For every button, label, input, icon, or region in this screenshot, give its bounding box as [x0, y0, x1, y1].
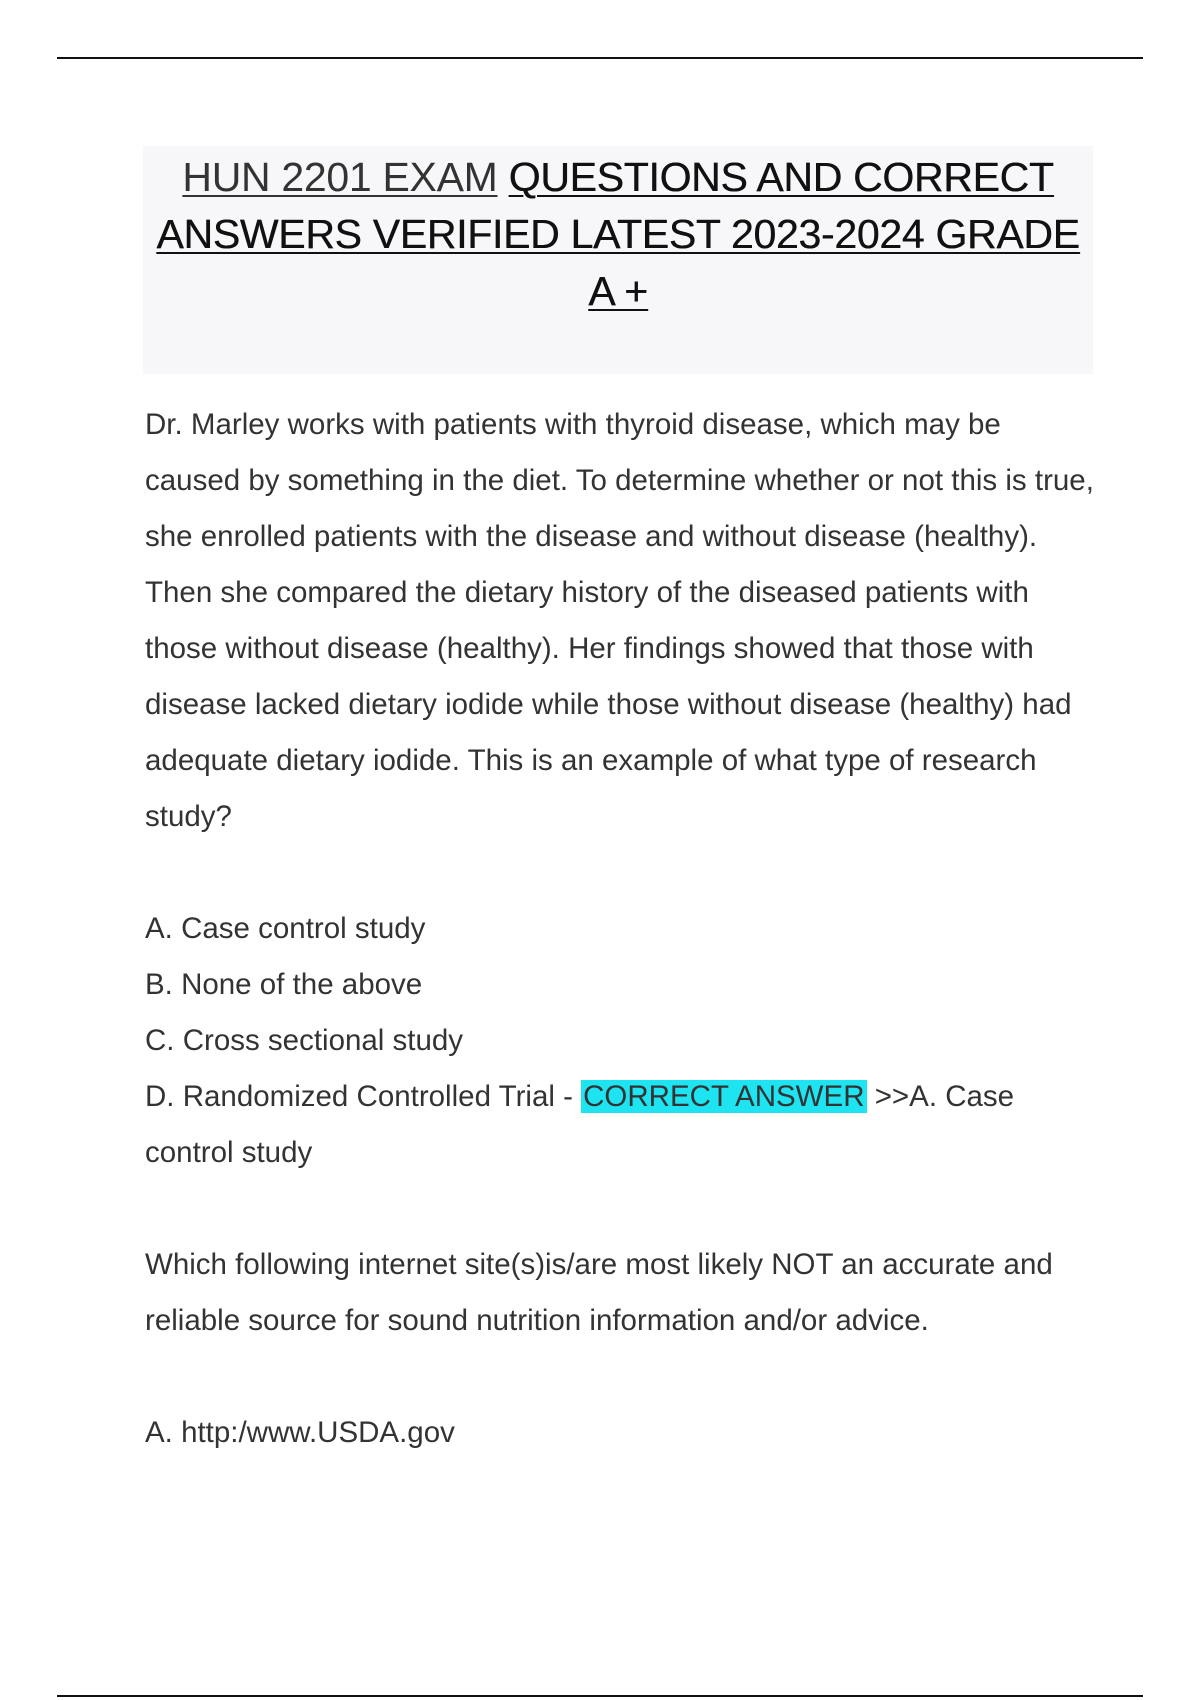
title-description: QUESTIONS AND CORRECT ANSWERS VERIFIED LATEST 2023-2024 GRADE A +: [156, 154, 1080, 314]
question-2-option-a: A. http:/www.USDA.gov: [145, 1416, 455, 1449]
question-2-text: Which following internet site(s)is/are most likely NOT an accurate and reliable source for sound nutrition information and/or advice.: [145, 1248, 1053, 1337]
question-spacer: [145, 1181, 1095, 1237]
page-title: [143, 146, 1093, 320]
correct-answer-text: >>A. Case control study: [145, 1080, 1015, 1169]
question-1-option-a: A. Case control study: [145, 912, 426, 945]
question-1-text: Dr. Marley works with patients with thyroid disease, which may be caused by something in the diet. To determine whether or not this is true, she enrolled patients with the disease and without disease (healthy). Then she compared the dietary history of the diseased patients with those without disease (healthy). Her findings showed that those with disease lacked dietary iodide while those without disease (healthy) had adequate dietary iodide. This is an example of what type of research study?: [145, 408, 1094, 833]
bottom-divider: [57, 1695, 1143, 1697]
title-banner: [143, 146, 1093, 374]
document-body: [145, 397, 1095, 1461]
question-spacer: [145, 1349, 1095, 1405]
top-divider: [57, 57, 1143, 59]
question-1-option-d: [145, 1069, 1095, 1181]
question-1-option-b: B. None of the above: [145, 968, 423, 1001]
question-1-options: [145, 901, 1095, 1181]
question-1-option-c: C. Cross sectional study: [145, 1024, 464, 1057]
question-2-options: [145, 1405, 1095, 1461]
title-course-code: HUN 2201 EXAM: [182, 154, 498, 200]
option-d-label: D. Randomized Controlled Trial -: [145, 1080, 582, 1113]
correct-answer-marker: CORRECT ANSWER: [583, 1080, 865, 1113]
